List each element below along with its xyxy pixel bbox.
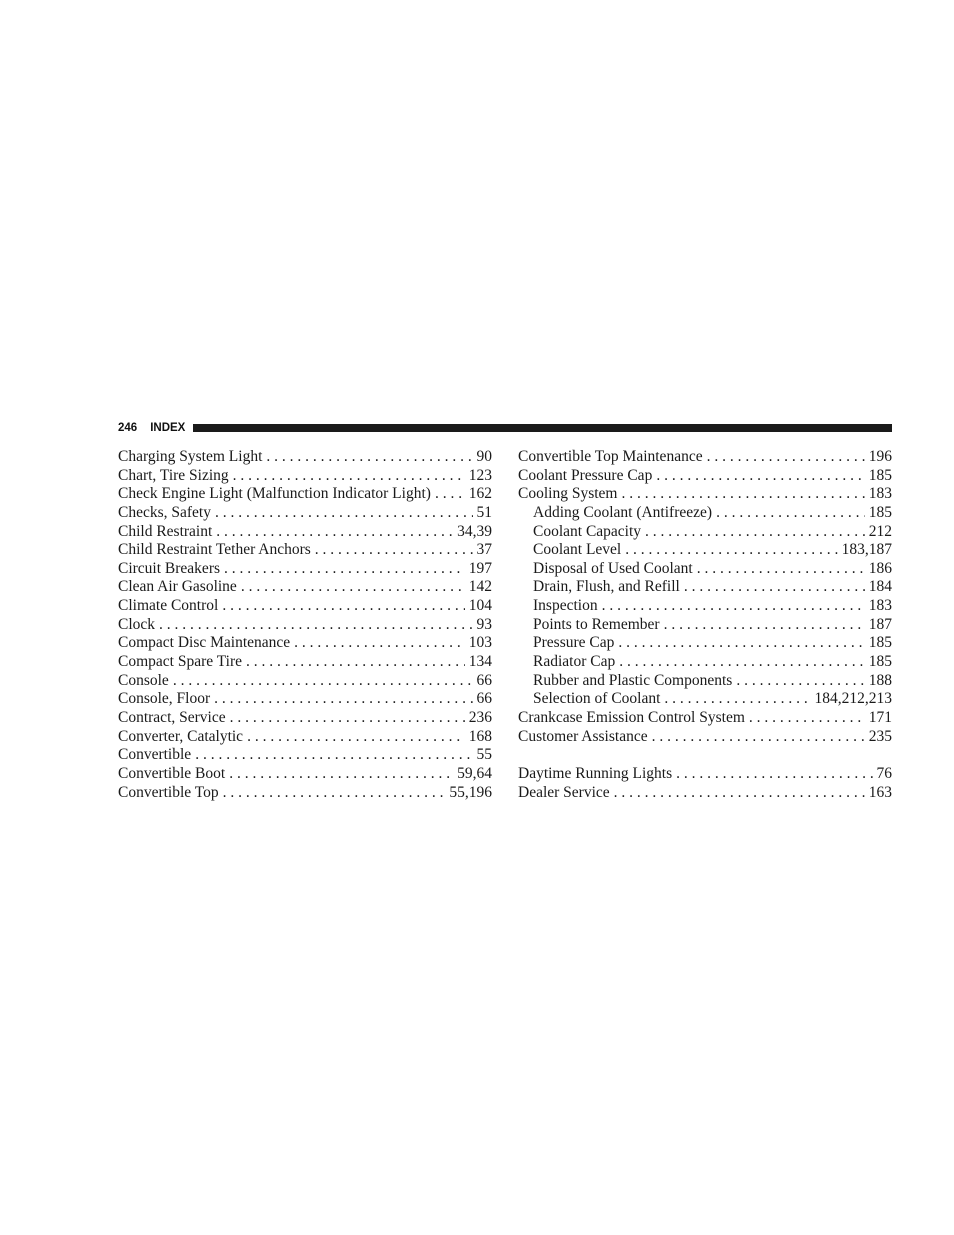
- index-subentry: [518, 523, 892, 542]
- index-subentry: [518, 541, 892, 560]
- index-term: Adding Coolant (Antifreeze): [533, 503, 713, 521]
- dot-leader: [619, 653, 865, 672]
- index-page-ref: 185: [868, 466, 892, 484]
- index-page-ref: 93: [476, 615, 492, 633]
- index-page-ref: 185: [868, 503, 892, 521]
- index-page-ref: 76: [876, 764, 892, 782]
- index-term: Child Restraint Tether Anchors: [118, 541, 311, 559]
- index-entry: [118, 690, 492, 709]
- index-entry: [118, 541, 492, 560]
- index-page-ref: 103: [468, 634, 492, 652]
- dot-leader: [602, 597, 865, 616]
- index-entry: [518, 765, 892, 784]
- index-spacer: [518, 746, 892, 765]
- index-term: Contract, Service: [118, 708, 226, 726]
- index-entry: [118, 523, 492, 542]
- index-subentry: [518, 653, 892, 672]
- dot-leader: [707, 448, 865, 467]
- dot-leader: [159, 616, 472, 635]
- index-term: Convertible Top Maintenance: [518, 448, 703, 465]
- index-page-ref: 212: [868, 522, 892, 540]
- dot-leader: [315, 541, 473, 560]
- dot-leader: [247, 728, 465, 747]
- index-subentry: [518, 597, 892, 616]
- index-entry: [518, 467, 892, 486]
- dot-leader: [664, 690, 810, 709]
- dot-leader: [664, 616, 865, 635]
- index-page-ref: 235: [868, 727, 892, 745]
- index-term: Console: [118, 671, 169, 689]
- index-page-ref: 51: [476, 503, 492, 521]
- index-page-ref: 104: [468, 597, 492, 615]
- index-term: Cooling System: [518, 485, 618, 503]
- index-entry: [518, 709, 892, 728]
- dot-leader: [716, 504, 865, 523]
- index-term: Crankcase Emission Control System: [518, 708, 745, 726]
- index-term: Coolant Capacity: [533, 522, 642, 540]
- index-subentry: [518, 504, 892, 523]
- index-term: Coolant Pressure Cap: [518, 466, 653, 484]
- dot-leader: [749, 709, 865, 728]
- dot-leader: [214, 690, 472, 709]
- index-term: Pressure Cap: [533, 634, 615, 652]
- index-subentry: [518, 560, 892, 579]
- dot-leader: [230, 709, 465, 728]
- index-entry: [118, 634, 492, 653]
- index-entry: [118, 560, 492, 579]
- index-term: Dealer Service: [518, 783, 610, 801]
- index-term: Check Engine Light (Malfunction Indicator Light): [118, 485, 431, 503]
- index-page-ref: 185: [868, 653, 892, 671]
- dot-leader: [625, 541, 837, 560]
- index-entry: [518, 448, 892, 467]
- index-page-ref: 34,39: [457, 522, 492, 540]
- index-entry: [118, 765, 492, 784]
- dot-leader: [224, 560, 465, 579]
- dot-leader: [195, 746, 472, 765]
- index-term: Converter, Catalytic: [118, 727, 244, 745]
- index-term: Console, Floor: [118, 690, 211, 708]
- index-page-ref: 184,212,213: [814, 690, 892, 708]
- index-term: Compact Spare Tire: [118, 653, 242, 671]
- index-page-ref: 197: [468, 559, 492, 577]
- index-entry: [118, 653, 492, 672]
- dot-leader: [246, 653, 465, 672]
- index-term: Charging System Light: [118, 448, 263, 465]
- section-title: INDEX: [150, 422, 186, 434]
- index-page-ref: 183: [868, 597, 892, 615]
- index-page-ref: 162: [468, 485, 492, 503]
- index-subentry: [518, 578, 892, 597]
- index-entry: [118, 672, 492, 691]
- index-term: Coolant Level: [533, 541, 622, 559]
- index-page-ref: 187: [868, 615, 892, 633]
- index-entry: [118, 616, 492, 635]
- dot-leader: [684, 578, 865, 597]
- index-page-ref: 66: [476, 671, 492, 689]
- index-entry: [518, 784, 892, 803]
- dot-leader: [652, 728, 865, 747]
- index-page-ref: 55: [476, 746, 492, 764]
- dot-leader: [697, 560, 865, 579]
- dot-leader: [229, 765, 453, 784]
- index-page-ref: 186: [868, 559, 892, 577]
- index-entry: [118, 746, 492, 765]
- index-entry: [118, 597, 492, 616]
- index-page-ref: 37: [476, 541, 492, 559]
- index-page-ref: 123: [468, 466, 492, 484]
- index-entry: [118, 784, 492, 803]
- index-term: Convertible Boot: [118, 764, 226, 782]
- dot-leader: [215, 504, 473, 523]
- index-term: Chart, Tire Sizing: [118, 466, 229, 484]
- index-term: Disposal of Used Coolant: [533, 559, 693, 577]
- index-term: Clock: [118, 615, 156, 633]
- dot-leader: [266, 448, 472, 467]
- dot-leader: [241, 578, 465, 597]
- index-subentry: [518, 690, 892, 709]
- index-page-ref: 188: [868, 671, 892, 689]
- index-term: Drain, Flush, and Refill: [533, 578, 680, 596]
- dot-leader: [435, 485, 465, 504]
- index-page-ref: 134: [468, 653, 492, 671]
- index-page-ref: 185: [868, 634, 892, 652]
- index-term: Child Restraint: [118, 522, 213, 540]
- index-page-ref: 59,64: [457, 764, 492, 782]
- dot-leader: [223, 784, 446, 803]
- dot-leader: [294, 634, 465, 653]
- index-term: Selection of Coolant: [533, 690, 661, 708]
- header-rule: [193, 424, 892, 432]
- index-term: Radiator Cap: [533, 653, 616, 671]
- index-page-ref: 168: [468, 727, 492, 745]
- index-entry: [518, 728, 892, 747]
- index-page-ref: 142: [468, 578, 492, 596]
- index-page-ref: 236: [468, 708, 492, 726]
- dot-leader: [645, 523, 865, 542]
- dot-leader: [614, 784, 865, 803]
- index-entry: [118, 467, 492, 486]
- index-term: Climate Control: [118, 597, 219, 615]
- index-term: Checks, Safety: [118, 503, 211, 521]
- index-page-ref: 171: [868, 708, 892, 726]
- index-term: Circuit Breakers: [118, 559, 221, 577]
- index-page-ref: 196: [868, 448, 892, 465]
- index-term: Daytime Running Lights: [518, 764, 673, 782]
- index-page-ref: 183,187: [841, 541, 892, 559]
- dot-leader: [173, 672, 473, 691]
- index-term: Convertible Top: [118, 783, 219, 801]
- index-term: Clean Air Gasoline: [118, 578, 237, 596]
- dot-leader: [618, 634, 864, 653]
- index-term: Customer Assistance: [518, 727, 648, 745]
- index-subentry: [518, 672, 892, 691]
- index-term: Points to Remember: [533, 615, 660, 633]
- dot-leader: [656, 467, 864, 486]
- index-page-ref: 66: [476, 690, 492, 708]
- page-header: [118, 421, 892, 435]
- index-entry: [118, 448, 492, 467]
- index-entry: [118, 485, 492, 504]
- index-page-ref: 90: [476, 448, 492, 465]
- index-column-left: [118, 448, 492, 802]
- dot-leader: [216, 523, 453, 542]
- index-subentry: [518, 634, 892, 653]
- dot-leader: [233, 467, 465, 486]
- index-term: Convertible: [118, 746, 192, 764]
- index-column-right: [518, 448, 892, 802]
- index-page-ref: 163: [868, 783, 892, 801]
- dot-leader: [736, 672, 864, 691]
- index-term: Rubber and Plastic Components: [533, 671, 733, 689]
- index-page-ref: 184: [868, 578, 892, 596]
- index-entry: [118, 709, 492, 728]
- index-term: Compact Disc Maintenance: [118, 634, 291, 652]
- dot-leader: [676, 765, 872, 784]
- index-entry: [118, 504, 492, 523]
- index-page-ref: 183: [868, 485, 892, 503]
- dot-leader: [621, 485, 864, 504]
- index-subentry: [518, 616, 892, 635]
- dot-leader: [222, 597, 464, 616]
- index-entry: [118, 578, 492, 597]
- page-number: 246: [118, 422, 138, 434]
- index-entry: [518, 485, 892, 504]
- index-entry: [118, 728, 492, 747]
- index-term: Inspection: [533, 597, 598, 615]
- index-page-ref: 55,196: [449, 783, 492, 801]
